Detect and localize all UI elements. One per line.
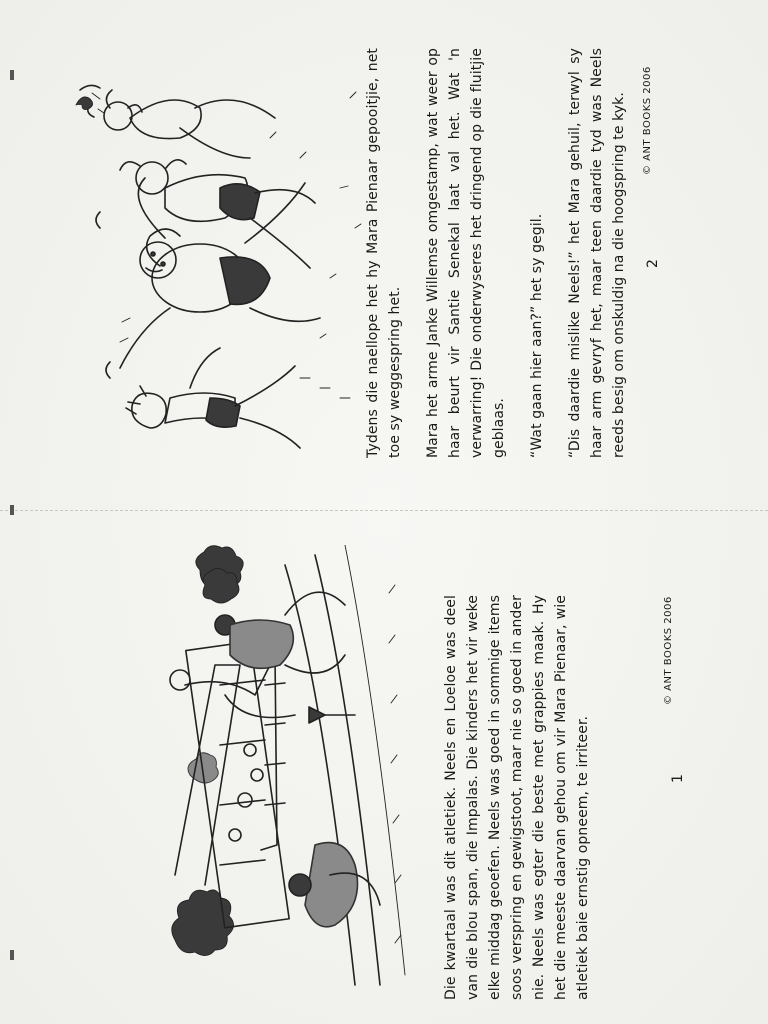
race-collision-illustration — [70, 78, 370, 468]
page-2-copyright: © ANT BOOKS 2006 — [642, 66, 653, 175]
page-1-copyright: © ANT BOOKS 2006 — [663, 596, 674, 705]
page-1-number: 1 — [670, 774, 686, 783]
athletics-field-illustration — [165, 545, 410, 1000]
page-2-paragraph: Mara het arme Janke Willemse omgestamp, wat weer op haar beurt vir Santie Senekal laat val het. Wat 'n verwarring! Die onderwyseres het dringend op die fluitjie geblaas. — [425, 48, 507, 458]
page-2-paragraph: Tydens die naellope het hy Mara Pienaar gepooitjie, net toe sy weggespring het. — [365, 48, 403, 458]
page-2-paragraph: “Dis daardie mislike Neels!” het Mara gehuil, terwyl sy haar arm gevryf het, maar teen daardie tyd was Neels reeds besig om onskuldig na die hoogspring te kyk. — [567, 48, 627, 458]
scan-mark — [10, 70, 14, 80]
dizzy-swirl-icon — [70, 85, 110, 125]
page-2-paragraph: “Wat gaan hier aan?” het sy gegil. — [529, 213, 545, 458]
page-fold-line — [0, 510, 768, 512]
scan-mark — [10, 505, 14, 515]
page-1-paragraph: Die kwartaal was dit atletiek. Neels en Loeloe was deel van die blou span, die Impalas. Die kinders het vir weke elke middag geoefen. Neels was goed in sommige items soos verspring en gewigstoot, maar nie so goed in ander nie. Neels was egter die beste met grappies maak. Hy het die meeste daarvan gehou om vir Mara Pienaar, wie atletiek baie ernstig opneem, te irriteer. — [443, 595, 591, 1000]
scan-mark — [10, 950, 14, 960]
page-2-text — [362, 48, 646, 458]
page-1-text — [440, 595, 610, 1000]
page-2-number: 2 — [645, 259, 661, 268]
